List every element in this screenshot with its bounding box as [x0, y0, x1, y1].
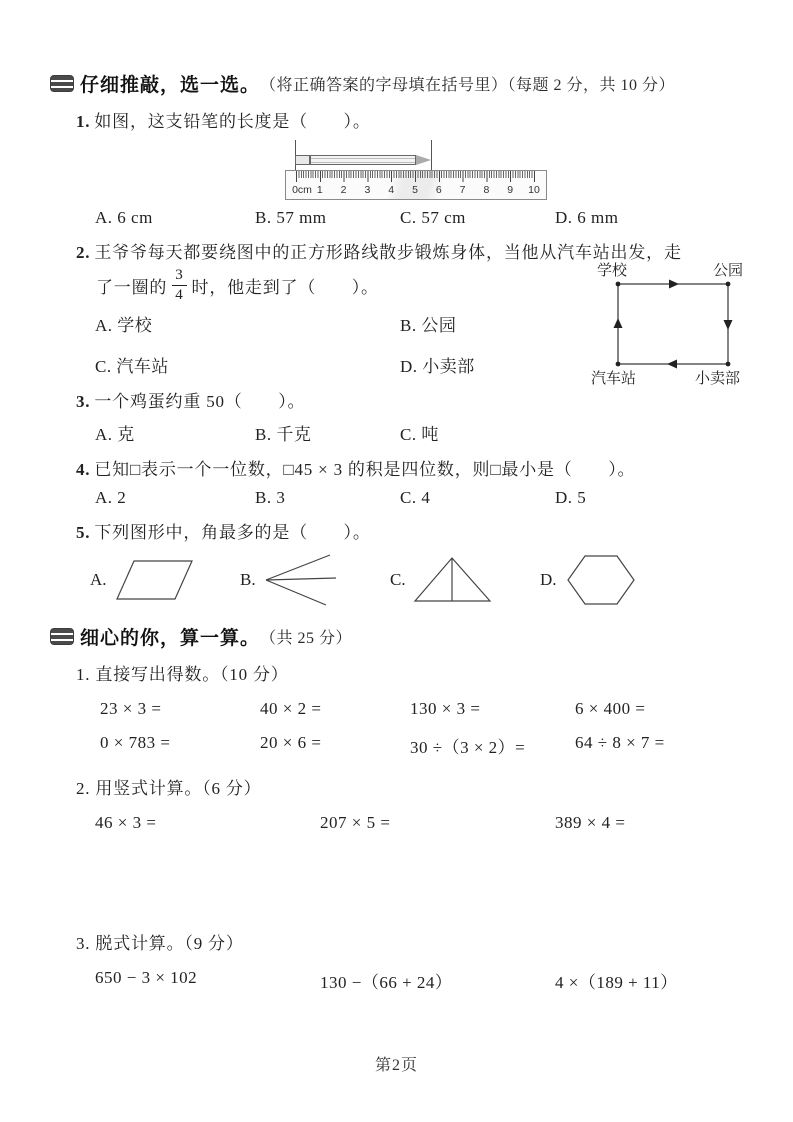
question-2-text-post: 时，他走到了（ ）。 — [191, 277, 379, 297]
expression: 4 ×（189 + 11） — [555, 973, 678, 992]
q5-option-b-label: B. — [240, 570, 256, 589]
question-5-text: 下列图形中，角最多的是（ ）。 — [94, 523, 371, 542]
expression: 0 × 783 = — [100, 733, 171, 752]
arrow-left-icon — [667, 360, 677, 369]
question-5-number: 5. — [76, 523, 91, 542]
section-calc-title: 细心的你，算一算。 — [80, 628, 261, 649]
ruler-label-1: 1 — [316, 184, 323, 196]
vertical-calc-row — [50, 813, 760, 833]
q5-option-d — [540, 551, 760, 609]
ruler-figure — [285, 140, 547, 200]
section-choice-note: （将正确答案的字母填在括号里）（每题 2 分，共 10 分） — [260, 77, 676, 94]
ruler-label-3: 3 — [364, 184, 371, 196]
ruler-label-6: 6 — [435, 184, 442, 196]
question-1-options — [50, 208, 760, 228]
q4-option-c: C. 4 — [400, 488, 431, 507]
notebook-icon — [50, 75, 74, 92]
question-4-text: 已知□表示一个一位数，□45 × 3 的积是四位数，则□最小是（ ）。 — [94, 460, 636, 479]
map-label-school: 学校 — [597, 263, 628, 279]
q2-option-b: B. 公园 — [400, 316, 457, 335]
ruler-label-9: 9 — [507, 184, 514, 196]
ruler — [285, 170, 547, 200]
q1-option-a: A. 6 cm — [95, 208, 153, 227]
question-4-options — [50, 488, 760, 508]
question-4-number: 4. — [76, 460, 91, 479]
expression: 64 ÷ 8 × 7 = — [575, 733, 665, 752]
page-content — [50, 70, 760, 1007]
question-3-number: 3. — [76, 392, 91, 411]
question-2 — [50, 238, 760, 387]
q3-option-c: C. 吨 — [400, 425, 439, 444]
q5-option-b — [240, 552, 390, 608]
q2-option-c: C. 汽车站 — [95, 357, 169, 376]
triangle-with-altitude-icon — [410, 554, 498, 606]
question-2-number: 2. — [76, 243, 91, 262]
expression: 40 × 2 = — [260, 699, 322, 718]
calc-sub3-title: 3. 脱式计算。（9 分） — [76, 934, 244, 953]
q5-option-a — [90, 555, 240, 605]
section-choice-header — [50, 70, 760, 97]
ruler-label-2: 2 — [340, 184, 347, 196]
calc-sub1-title: 1. 直接写出得数。（10 分） — [76, 665, 289, 684]
q5-option-d-label: D. — [540, 570, 557, 589]
ruler-label-5: 5 — [412, 184, 418, 196]
oral-calc-row-1 — [50, 699, 760, 719]
guide-line-pencil-tip — [431, 140, 432, 172]
ruler-label-7: 7 — [459, 184, 466, 196]
three-rays-icon — [260, 552, 342, 608]
map-label-park: 公园 — [713, 263, 744, 279]
expression: 20 × 6 = — [260, 733, 322, 752]
q2-option-d: D. 小卖部 — [400, 357, 475, 376]
section-choice-title: 仔细推敲，选一选。 — [80, 75, 261, 96]
ruler-label-4: 4 — [388, 184, 395, 196]
q3-option-b: B. 千克 — [255, 425, 312, 444]
expression: 650 − 3 × 102 — [95, 968, 198, 987]
section-calc-note: （共 25 分） — [260, 630, 353, 647]
expression: 46 × 3 = — [95, 813, 157, 832]
question-4 — [76, 455, 760, 480]
ruler-label-10: 10 — [528, 184, 540, 196]
map-label-shop: 小卖部 — [695, 371, 741, 387]
q4-option-a: A. 2 — [95, 488, 127, 507]
question-2-options — [50, 311, 610, 377]
q5-option-c — [390, 554, 540, 606]
expression: 130 × 3 = — [410, 699, 481, 718]
arrow-up-icon — [614, 318, 623, 328]
q4-option-b: B. 3 — [255, 488, 286, 507]
ruler-label-8: 8 — [483, 184, 490, 196]
pencil-tip — [416, 155, 431, 165]
question-1 — [76, 107, 760, 132]
fraction-denominator: 4 — [175, 286, 184, 303]
question-3 — [76, 387, 760, 412]
ruler-cm-ticks — [296, 171, 536, 182]
q1-option-d: D. 6 mm — [555, 208, 619, 227]
q1-option-c: C. 57 cm — [400, 208, 466, 227]
pencil-shaft — [310, 155, 416, 165]
expression: 23 × 3 = — [100, 699, 162, 718]
question-2-text-line1: 王爷爷每天都要绕图中的正方形路线散步锻炼身体，当他从汽车站出发，走 — [94, 243, 682, 262]
expression: 389 × 4 = — [555, 813, 626, 832]
question-2-text-pre: 了一圈的 — [96, 277, 168, 297]
expression: 30 ÷（3 × 2）= — [410, 738, 526, 757]
calc-sub2-title: 2. 用竖式计算。（6 分） — [76, 779, 262, 798]
expression: 130 −（66 + 24） — [320, 973, 453, 992]
stepwise-calc-row — [50, 968, 760, 993]
square-route-map-figure — [585, 260, 760, 388]
fraction-numerator: 3 — [172, 267, 186, 286]
question-5-options — [50, 551, 760, 609]
expression: 6 × 400 = — [575, 699, 646, 718]
q5-option-a-label: A. — [90, 570, 107, 589]
q2-option-a: A. 学校 — [95, 316, 153, 335]
question-3-text: 一个鸡蛋约重 50（ ）。 — [94, 392, 306, 411]
question-5 — [76, 518, 760, 543]
question-1-text: 如图，这支铅笔的长度是（ ）。 — [94, 112, 371, 131]
arrow-right-icon — [669, 280, 679, 289]
parallelogram-icon — [111, 555, 199, 605]
q1-option-b: B. 57 mm — [255, 208, 327, 227]
q5-option-c-label: C. — [390, 570, 406, 589]
map-label-bus-station: 汽车站 — [591, 371, 637, 387]
hexagon-icon — [561, 551, 639, 609]
pencil-illustration — [295, 154, 431, 166]
oral-calc-row-2 — [50, 733, 760, 758]
page-number: 第2页 — [374, 1057, 418, 1074]
q4-option-d: D. 5 — [555, 488, 587, 507]
question-1-number: 1. — [76, 112, 91, 131]
ruler-label-0: 0cm — [292, 184, 312, 196]
fraction-three-fourths — [172, 267, 186, 303]
arrow-down-icon — [724, 320, 733, 330]
section-calc-header — [50, 623, 760, 650]
q3-option-a: A. 克 — [95, 425, 135, 444]
expression: 207 × 5 = — [320, 813, 391, 832]
notebook-icon — [50, 628, 74, 645]
question-3-options — [50, 420, 760, 445]
pencil-eraser — [295, 155, 310, 165]
